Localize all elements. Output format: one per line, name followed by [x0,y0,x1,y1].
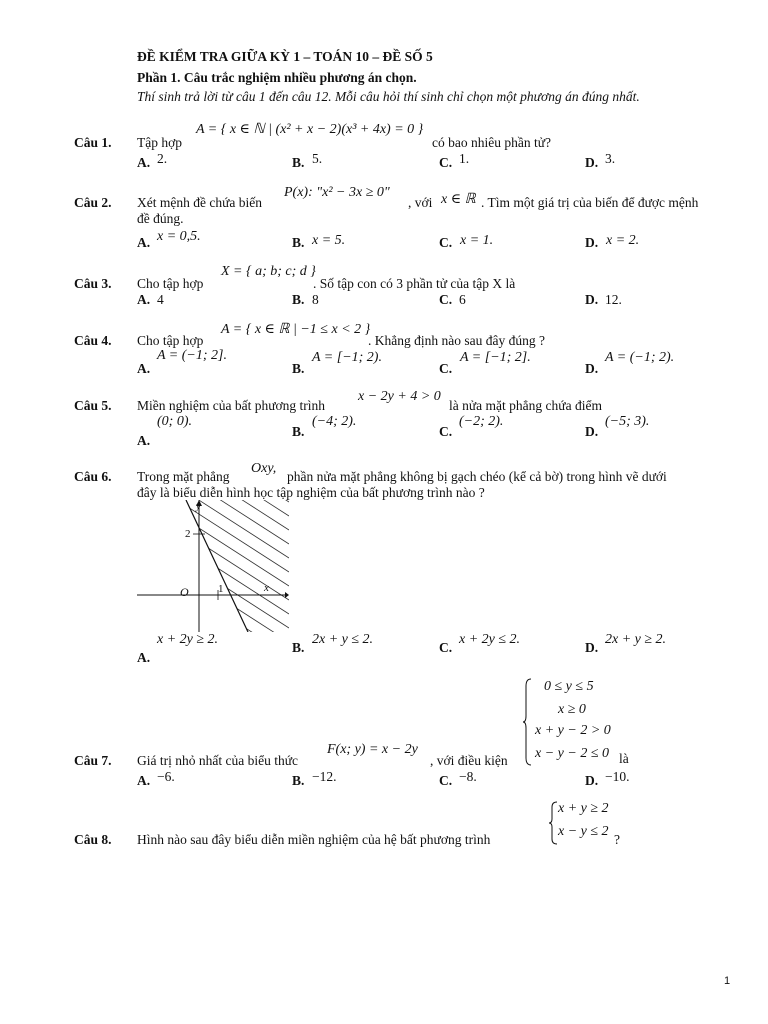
option-label[interactable]: A. [137,433,151,448]
question-number: Câu 2. [74,195,112,210]
option-label[interactable]: A. [137,650,151,665]
question-number: Câu 1. [74,135,112,150]
x-axis-label: x [264,582,269,594]
exam-title: ĐỀ KIỂM TRA GIỮA KỲ 1 – TOÁN 10 – ĐỀ SỐ 5 [137,49,433,64]
question-stem-mid: , với [408,195,433,210]
option-label[interactable]: B. [292,155,305,170]
option-value: 12. [605,292,622,307]
system-line: x − y ≤ 2 [558,824,609,839]
option-label[interactable]: D. [585,773,599,788]
option-value: x + 2y ≥ 2. [157,632,219,647]
option-label[interactable]: C. [439,235,453,250]
option-value: (−2; 2). [459,414,504,429]
option-value: A = (−1; 2]. [157,348,227,363]
option-value: 2. [157,151,168,166]
question-stem-line2: đề đúng. [137,211,184,226]
option-label[interactable]: B. [292,773,305,788]
option-label[interactable]: C. [439,773,453,788]
option-label[interactable]: A. [137,292,151,307]
question-number: Câu 3. [74,276,112,291]
option-value: 8 [312,292,319,307]
question-stem: Giá trị nhỏ nhất của biểu thức [137,753,299,768]
option-value: A = [−1; 2]. [460,350,531,365]
question-stem-end: . Số tập con có 3 phần tử của tập X là [313,276,516,291]
set-expression: A = { x ∈ ℝ | −1 ≤ x < 2 } [221,322,371,337]
left-brace [548,801,558,845]
question-number: Câu 7. [74,753,112,768]
x-tick-label: 1 [218,583,224,595]
question-stem-mid: , với điều kiện [430,753,508,768]
left-brace [522,678,532,766]
option-value: 1. [459,151,470,166]
option-label[interactable]: D. [585,155,599,170]
question-stem-end: . Tìm một giá trị của biến để được mệnh [481,195,699,210]
option-value: x = 0,5. [157,229,201,244]
y-tick-label: 2 [185,528,191,540]
objective-function: F(x; y) = x − 2y [327,742,418,757]
option-value: x + 2y ≤ 2. [459,632,521,647]
option-value: −6. [157,769,175,784]
option-label[interactable]: D. [585,361,599,376]
question-stem: Tập hợp [137,135,183,150]
question-stem-end: có bao nhiêu phần tử? [432,135,552,150]
constraint-line: 0 ≤ y ≤ 5 [544,679,594,694]
option-value: 5. [312,151,323,166]
constraint-line: x ≥ 0 [558,702,586,717]
option-label[interactable]: A. [137,773,151,788]
option-label[interactable]: C. [439,424,453,439]
option-value: 6 [459,292,466,307]
question-stem-end: là nửa mặt phẳng chứa điểm [449,398,602,413]
option-label[interactable]: C. [439,292,453,307]
question-stem-line2: đây là biểu diễn hình học tập nghiệm của bất phương trình nào ? [137,485,485,500]
option-value: (−5; 3). [605,414,650,429]
option-value: (−4; 2). [312,414,357,429]
option-value: 3. [605,151,616,166]
domain-expression: x ∈ ℝ [441,192,476,207]
instruction-text: Thí sinh trả lời từ câu 1 đến câu 12. Mỗi câu hỏi thí sinh chỉ chọn một phương án đúng nhất. [137,89,640,104]
y-axis-label: y [196,500,201,512]
page-number: 1 [724,975,731,987]
question-stem: Cho tập hợp [137,333,204,348]
question-stem-end: là [619,751,629,766]
option-label[interactable]: C. [439,361,453,376]
option-value: x = 2. [606,233,640,248]
question-stem-end: ? [614,832,620,847]
option-value: −10. [605,769,630,784]
option-value: −12. [312,769,337,784]
inequality-graph [137,500,289,632]
question-stem: Trong mặt phẳng [137,469,230,484]
option-label[interactable]: D. [585,640,599,655]
constraint-line: x + y − 2 > 0 [535,723,611,738]
question-stem: Miền nghiệm của bất phương trình [137,398,326,413]
option-label[interactable]: B. [292,235,305,250]
question-stem: Xét mệnh đề chứa biến [137,195,263,210]
system-line: x + y ≥ 2 [558,801,609,816]
part-heading: Phần 1. Câu trắc nghiệm nhiều phương án chọn. [137,70,417,85]
option-label[interactable]: B. [292,640,305,655]
option-label[interactable]: D. [585,292,599,307]
constraint-line: x − y − 2 ≤ 0 [535,746,610,761]
option-value: x = 5. [312,233,346,248]
option-value: 4 [157,292,164,307]
set-expression: X = { a; b; c; d } [221,264,316,279]
question-stem-end: phần nửa mặt phẳng không bị gạch chéo (kể cả bờ) trong hình vẽ dưới [287,469,667,484]
question-number: Câu 8. [74,832,112,847]
origin-label: O [180,585,189,599]
option-value: 2x + y ≤ 2. [312,632,374,647]
question-number: Câu 5. [74,398,112,413]
option-value: A = (−1; 2). [605,350,675,365]
question-number: Câu 4. [74,333,112,348]
question-stem-end: . Khẳng định nào sau đây đúng ? [368,333,545,348]
option-label[interactable]: B. [292,292,305,307]
option-label[interactable]: A. [137,361,151,376]
option-label[interactable]: C. [439,155,453,170]
question-stem: Cho tập hợp [137,276,204,291]
option-label[interactable]: A. [137,235,151,250]
plane-name: Oxy, [251,461,277,476]
option-label[interactable]: B. [292,424,305,439]
option-value: x = 1. [460,233,494,248]
option-label[interactable]: D. [585,424,599,439]
question-number: Câu 6. [74,469,112,484]
option-label[interactable]: A. [137,155,151,170]
option-value: −8. [459,769,477,784]
option-value: 2x + y ≥ 2. [605,632,667,647]
inequality-expression: x − 2y + 4 > 0 [358,389,441,404]
option-value: (0; 0). [157,414,192,429]
set-expression: A = { x ∈ ℕ | (x² + x − 2)(x³ + 4x) = 0 } [196,122,424,137]
option-label[interactable]: D. [585,235,599,250]
proposition-expression: P(x): "x² − 3x ≥ 0" [284,185,390,200]
option-value: A = [−1; 2). [312,350,382,365]
option-label[interactable]: B. [292,361,305,376]
option-label[interactable]: C. [439,640,453,655]
question-stem: Hình nào sau đây biểu diễn miền nghiệm của hệ bất phương trình [137,832,491,847]
